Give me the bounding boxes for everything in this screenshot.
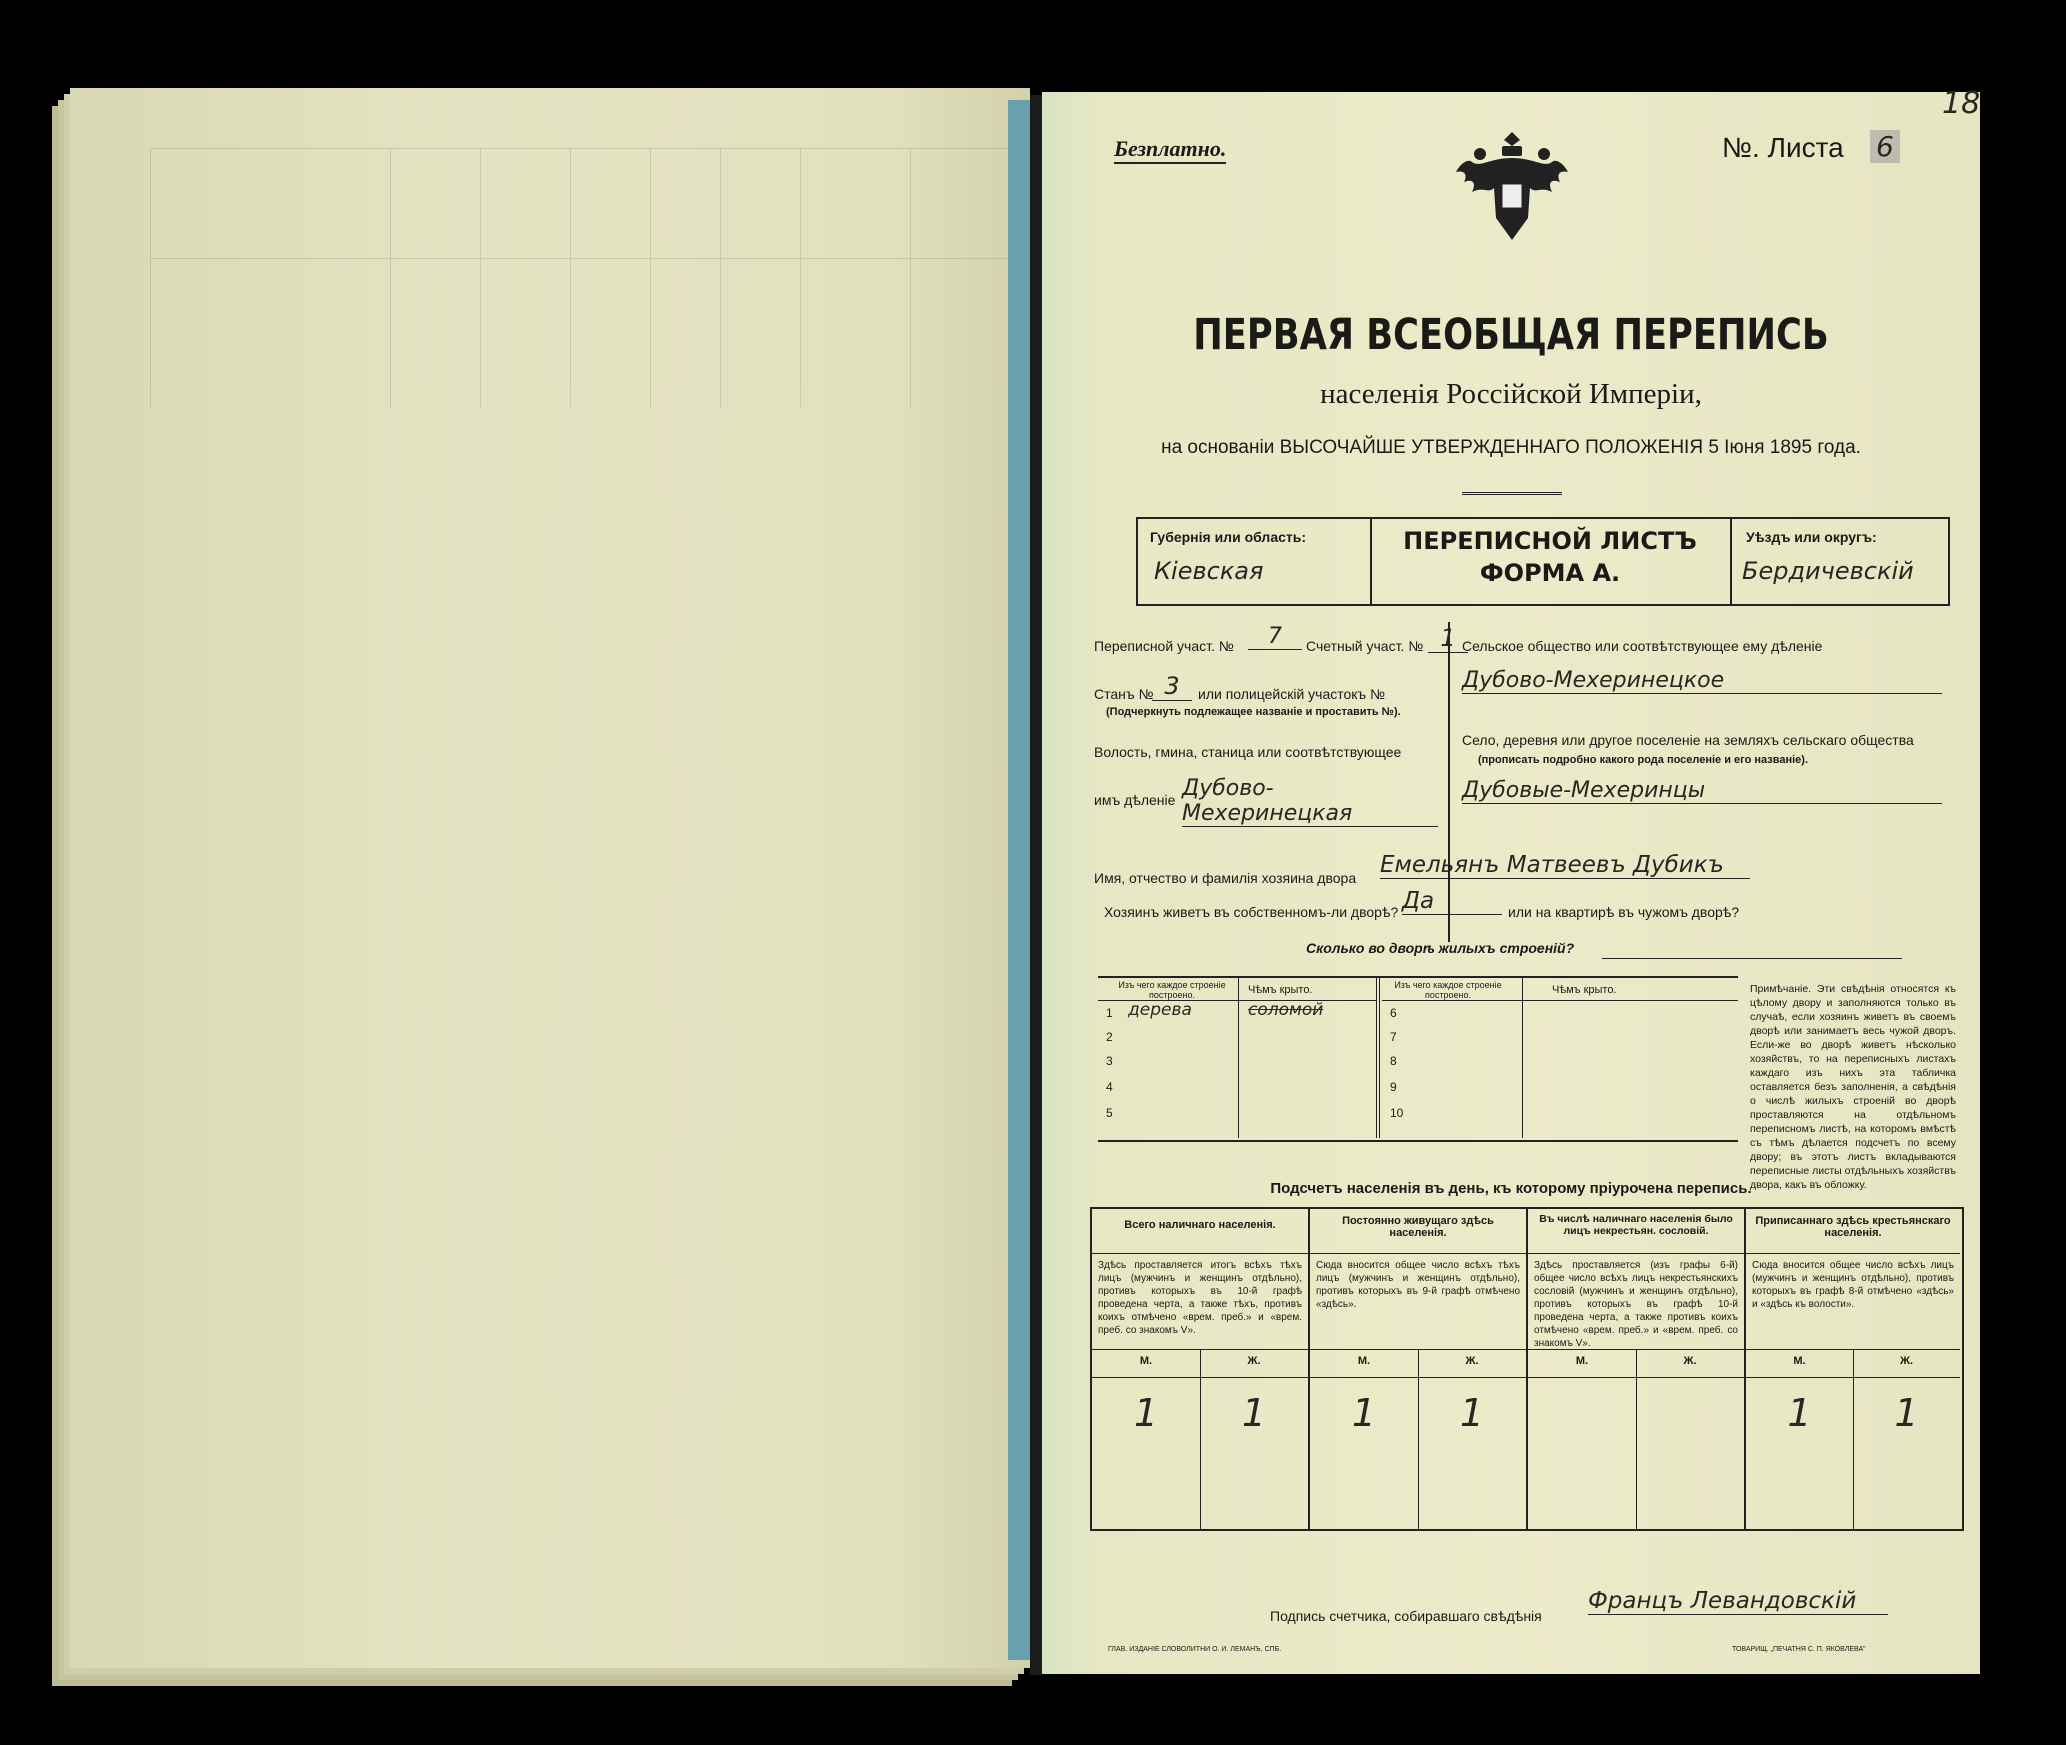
society-value: Дубово-Мехеринецкое	[1462, 668, 1942, 694]
society-label: Сельское общество или соотвѣтствующее ему дѣленіе	[1462, 638, 1823, 654]
owner-name-label: Имя, отчество и фамилія хозяина двора	[1094, 870, 1357, 886]
sheet-title-cell	[1370, 519, 1730, 604]
tally-f-value: 1	[1894, 1391, 1919, 1435]
tally-group-title: Приписаннаго здѣсь крестьянскаго населенія.	[1755, 1215, 1951, 1239]
buildings-answer-line	[1602, 958, 1902, 959]
district-label: Уѣздъ или округъ:	[1746, 529, 1877, 545]
double-headed-eagle-emblem	[1450, 128, 1574, 248]
tally-m-value: 1	[1787, 1391, 1812, 1435]
rent-label: или на квартирѣ въ чужомъ дворѣ?	[1508, 904, 1740, 920]
province-label: Губернія или область:	[1150, 529, 1307, 545]
col-divider	[1238, 978, 1239, 1138]
tally-f-label: Ж.	[1683, 1355, 1697, 1367]
underline-note: (Подчеркнуть подлежащее названіе и проставить №).	[1106, 706, 1401, 718]
tally-f-label: Ж.	[1900, 1355, 1913, 1367]
tally-f-value: 1	[1241, 1391, 1267, 1435]
header-rule	[1382, 1000, 1738, 1001]
free-label: Безплатно.	[1114, 136, 1226, 164]
sheet-title: ПЕРЕПИСНОЙ ЛИСТЪ	[1403, 527, 1697, 555]
tally-m-value: 1	[1351, 1391, 1377, 1435]
census-section-label: Переписной участ. №	[1094, 638, 1234, 654]
tally-m-label: М.	[1575, 1355, 1589, 1367]
village-value: Дубовые-Мехеринцы	[1462, 778, 1942, 804]
volost-label-2: имъ дѣленіе	[1094, 792, 1176, 808]
imprint-left: ГЛАВ. ИЗДАНІЕ СЛОВОЛИТНИ О. И. ЛЕМАНЪ, СПБ.	[1108, 1646, 1282, 1653]
col-roof-header: Чѣмъ крыто.	[1552, 984, 1617, 996]
owner-name-value: Емельянъ Матвеевъ Дубикъ	[1380, 852, 1750, 879]
tally-heading: Подсчетъ населенія въ день, къ которому пріурочена перепись.	[1270, 1180, 1752, 1197]
tally-m-label: М.	[1793, 1355, 1806, 1367]
row-num: 8	[1390, 1054, 1397, 1068]
tally-group-desc: Сюда вносится общее число всѣхъ лицъ (мужчинъ и женщинъ отдѣльно), противъ которыхъ въ графѣ 8-й отмѣчено «здѣсь» и «здѣсь къ волости».	[1752, 1260, 1954, 1310]
tally-m-value: 1	[1133, 1391, 1159, 1435]
tally-m-label: М.	[1139, 1355, 1153, 1367]
stan-label: Станъ №	[1094, 686, 1154, 702]
tally-table	[1090, 1207, 1964, 1531]
tally-group	[1310, 1209, 1526, 1529]
form-header-box	[1136, 517, 1950, 606]
count-section-label: Счетный участ. №	[1306, 638, 1424, 654]
district-value: Бердичевскій	[1742, 557, 1914, 585]
row-num: 6	[1390, 1006, 1397, 1020]
tally-f-value: 1	[1459, 1391, 1485, 1435]
form-basis-line: на основаніи ВЫСОЧАЙШЕ УТВЕРЖДЕННАГО ПОЛОЖЕНІЯ 5 Іюня 1895 года.	[1161, 437, 1861, 458]
sheet-number-value: 6	[1870, 130, 1900, 163]
province-cell	[1138, 519, 1372, 604]
row-num: 9	[1390, 1080, 1397, 1094]
row-num: 7	[1390, 1030, 1397, 1044]
buildings-table	[1098, 976, 1738, 1142]
census-form-page	[1042, 86, 1981, 1674]
row-num: 3	[1106, 1054, 1113, 1068]
col-material-header: Изъ чего каждое строеніе построено.	[1394, 980, 1502, 1000]
count-section-value: 1	[1428, 624, 1468, 653]
buildings-right-half	[1382, 978, 1738, 1138]
own-yard-value: Да	[1402, 888, 1502, 915]
imprint-right: ТОВАРИЩ. „ПЕЧАТНЯ С. П. ЯКОВЛЕВА"	[1732, 1646, 1866, 1653]
district-cell	[1730, 519, 1948, 604]
tally-group	[1746, 1209, 1960, 1529]
volost-label: Волость, гмина, станица или соотвѣтствующее	[1094, 744, 1402, 760]
book-spine	[1030, 95, 1042, 1675]
tally-group-title: Всего наличнаго населенія.	[1124, 1219, 1276, 1231]
tally-group-title: Постоянно живущаго здѣсь населенія.	[1342, 1215, 1494, 1239]
tally-group-desc: Здѣсь проставляется итогъ всѣхъ тѣхъ лицъ (мужчинъ и женщинъ отдѣльно), противъ которыхъ въ 10-й графѣ проведена черта, а также тѣхъ, противъ коихъ отмѣчено «врем. преб.» и «врем. преб. со знакомъ V».	[1098, 1260, 1302, 1336]
row-num: 1	[1106, 1006, 1113, 1020]
left-page	[70, 88, 1030, 1668]
tally-group-desc: Здѣсь проставляется (изъ графы 6-й) общее число всѣхъ лицъ некрестьянскихъ сословій (мужчинъ и женщинъ отдѣльно), противъ которыхъ въ графѣ 10-й проведена черта, а также противъ коихъ отмѣчено «врем. преб.» и «врем. преб. со знакомъ V».	[1534, 1260, 1738, 1349]
own-yard-label: Хозяинъ живетъ въ собственномъ-ли дворѣ?	[1104, 904, 1399, 920]
village-label: Село, деревня или другое поселеніе на земляхъ сельскаго общества	[1462, 732, 1914, 748]
col-material-header: Изъ чего каждое строеніе построено.	[1118, 980, 1226, 1000]
row1-roof: соломой	[1248, 1000, 1324, 1020]
tally-f-label: Ж.	[1465, 1355, 1479, 1367]
buildings-question: Сколько во дворѣ жилыхъ строеній?	[1306, 940, 1575, 956]
volost-value: Дубово-Мехеринецкая	[1182, 776, 1438, 827]
tally-f-label: Ж.	[1247, 1355, 1261, 1367]
signature-label: Подпись счетчика, собиравшаго свѣдѣнія	[1270, 1608, 1542, 1624]
buildings-left-half	[1098, 978, 1376, 1138]
buildings-table-midline	[1376, 978, 1380, 1138]
corner-page-number: 18	[1942, 86, 1981, 121]
census-section-value: 7	[1248, 624, 1302, 650]
tally-group	[1092, 1209, 1308, 1529]
row-num: 4	[1106, 1080, 1113, 1094]
tally-group-desc: Сюда вносится общее число всѣхъ тѣхъ лицъ (мужчинъ и женщинъ отдѣльно), противъ которыхъ въ 9-й графѣ отмѣчено «здѣсь».	[1316, 1260, 1520, 1310]
form-subtitle: населенія Россійской Имперіи,	[1320, 378, 1702, 410]
tally-m-label: М.	[1357, 1355, 1371, 1367]
col-divider	[1522, 978, 1523, 1138]
signature-value: Францъ Левандовскій	[1588, 1588, 1888, 1615]
tally-group-title: Въ числѣ наличнаго населенія было лицъ некрестьян. сословій.	[1539, 1213, 1733, 1237]
col-roof-header: Чѣмъ крыто.	[1248, 984, 1313, 996]
stan-value: 3	[1152, 672, 1192, 701]
tally-group	[1528, 1209, 1744, 1529]
row-num: 5	[1106, 1106, 1113, 1120]
sheet-form: ФОРМА А.	[1479, 559, 1621, 587]
row-num: 2	[1106, 1030, 1113, 1044]
bleed-through-grid	[150, 148, 1010, 408]
row-num: 10	[1390, 1106, 1404, 1120]
province-value: Кіевская	[1154, 557, 1264, 585]
row1-material: дерева	[1128, 1000, 1192, 1020]
note-text: Примѣчаніе. Эти свѣдѣнія относятся къ цѣлому двору и заполняются только въ случаѣ, если хозяинъ живетъ въ своемъ дворѣ или занимаетъ весь чужой дворъ. Если-же во дворѣ живетъ нѣсколько хозяйствъ, то на переписныхъ листахъ каждаго изъ нихъ эта табличка оставляется безъ заполненія, а свѣдѣнія о числѣ жилыхъ строеній во дворѣ проставляются на отдѣльномъ переписномъ листѣ, на которомъ вмѣстѣ съ тѣмъ дѣлается подсчетъ по всему двору; въ этотъ листъ вкладываются переписные листы отдѣльныхъ хозяйствъ двора, какъ въ обложку.	[1750, 983, 1956, 1191]
village-note: (прописать подробно какого рода поселеніе и его названіе).	[1478, 754, 1809, 766]
police-section-label: или полицейскій участокъ №	[1198, 686, 1386, 702]
ornament-divider	[1462, 492, 1562, 495]
form-title: ПЕРВАЯ ВСЕОБЩАЯ ПЕРЕПИСЬ	[1193, 310, 1829, 360]
sheet-number-label: №. Листа	[1722, 132, 1844, 163]
